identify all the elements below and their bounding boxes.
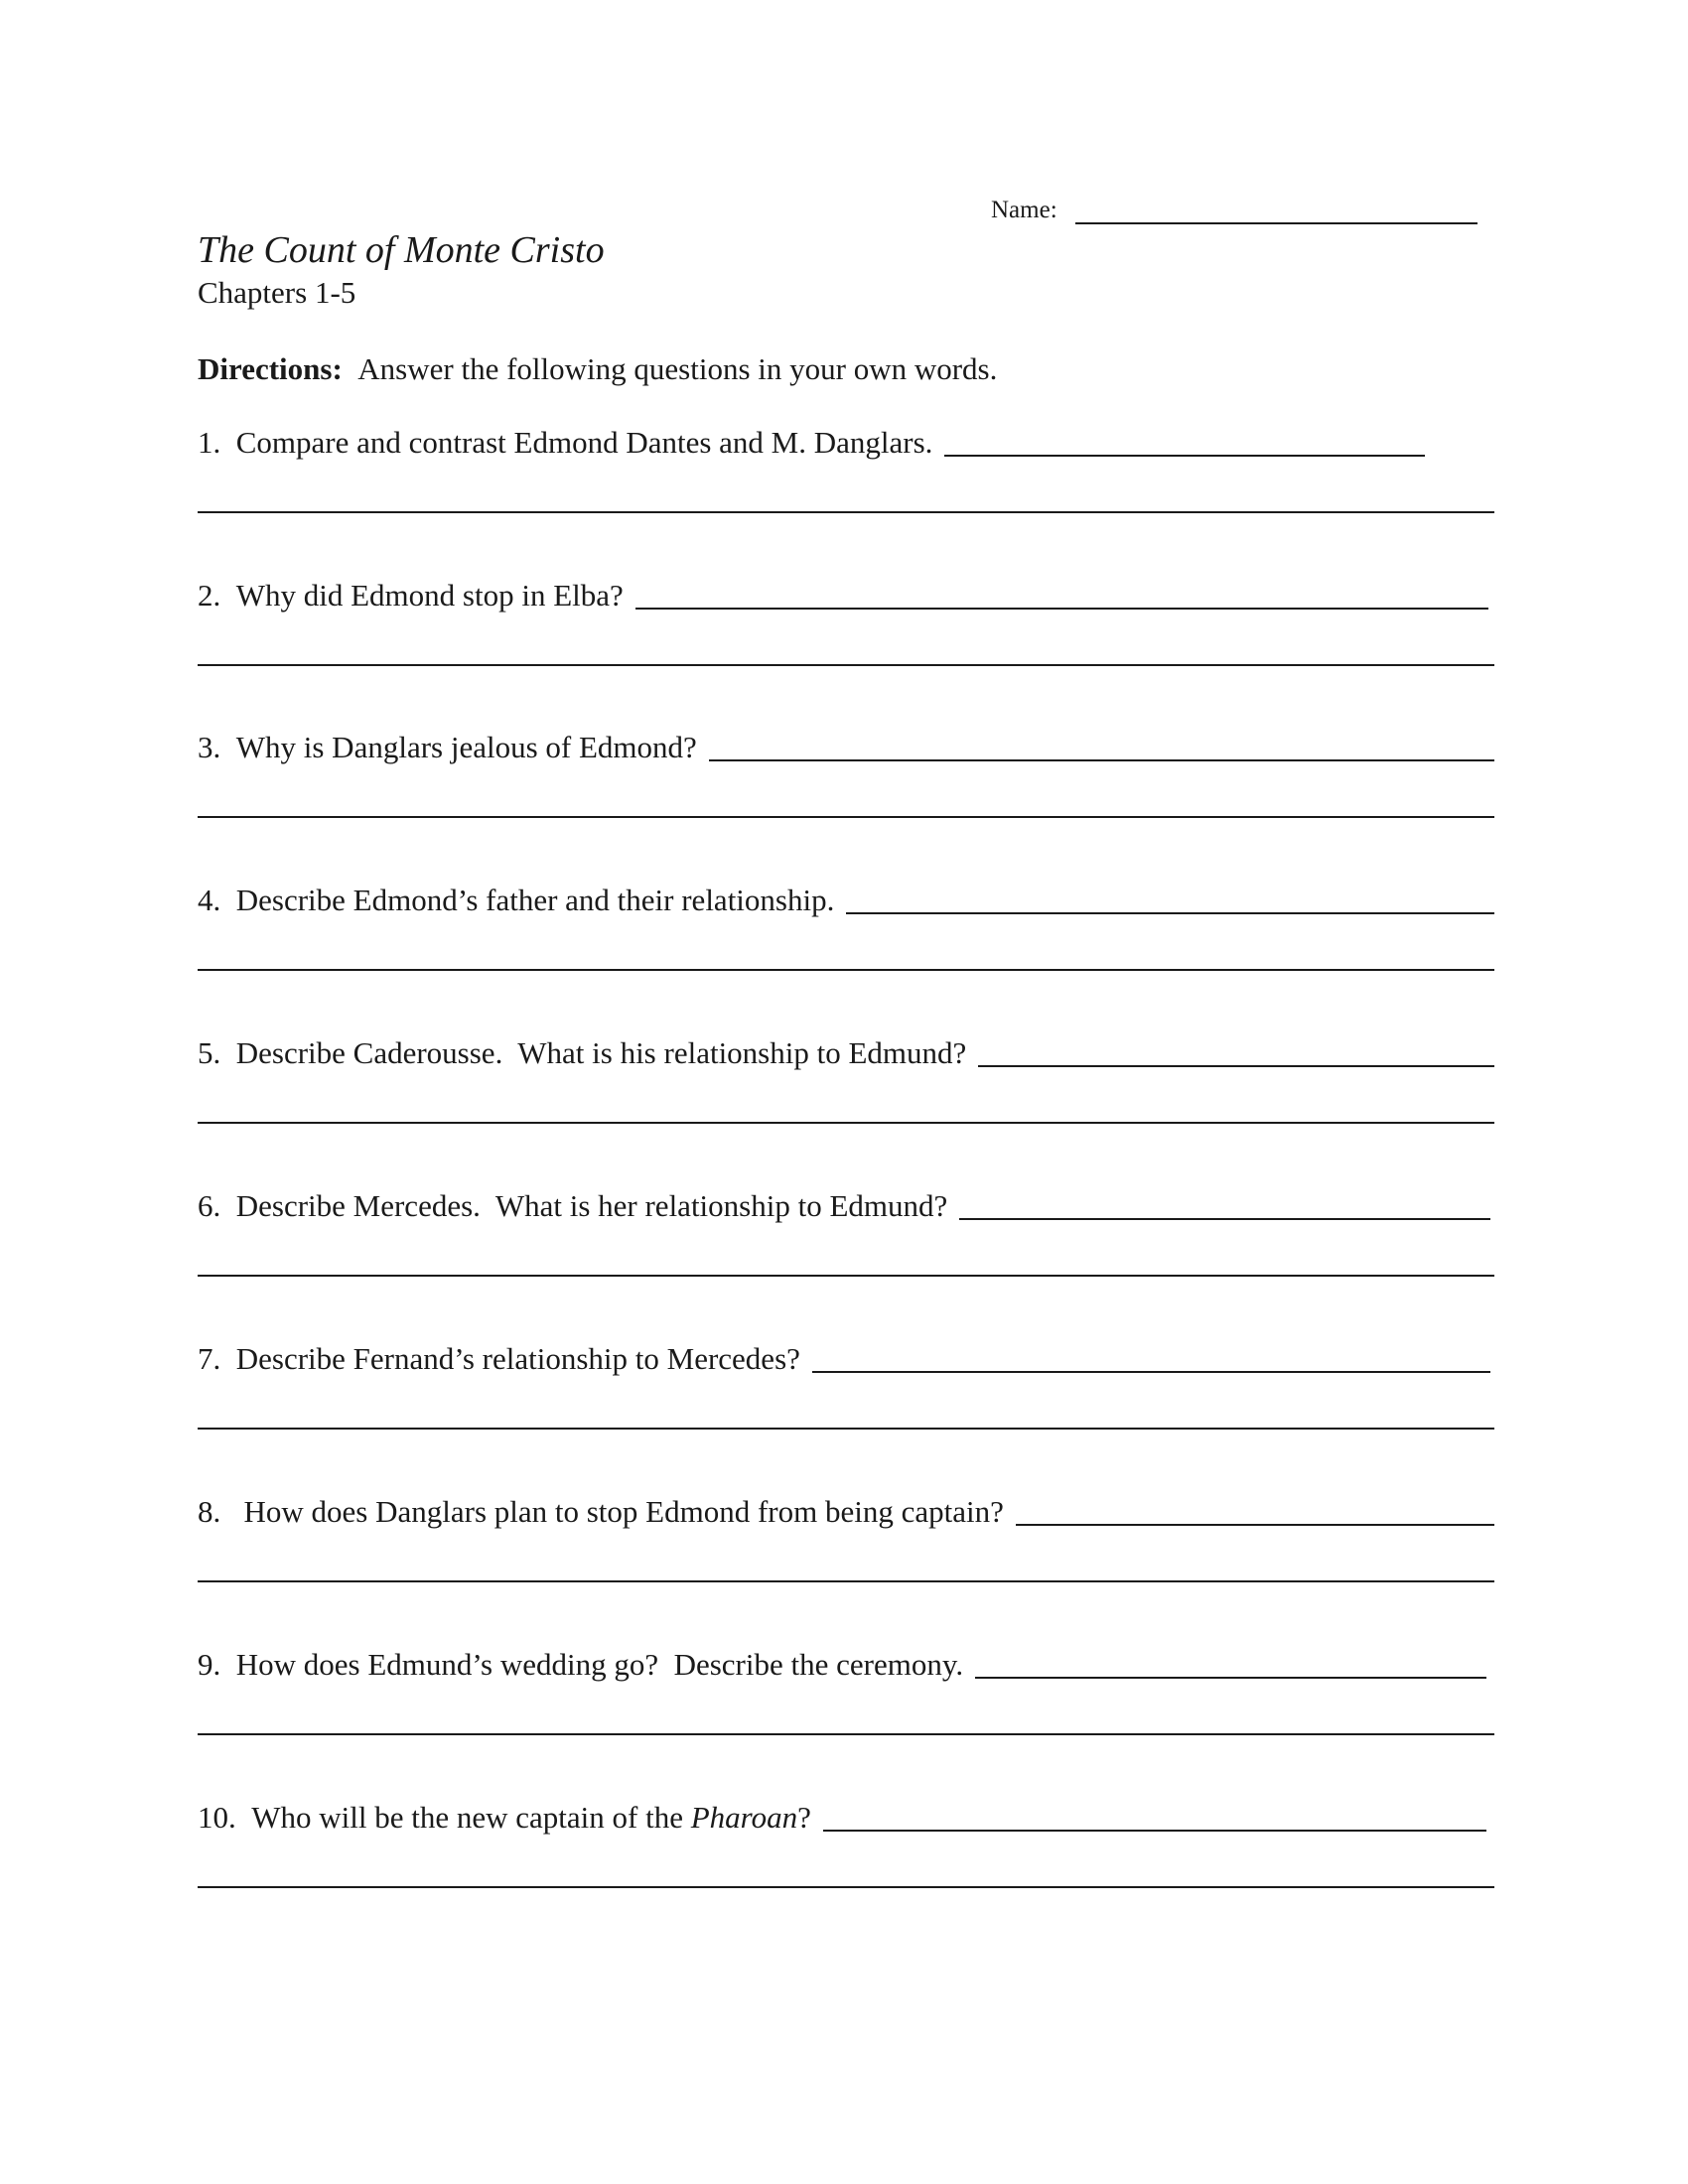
question-number: 5.: [198, 1035, 221, 1070]
worksheet-title: The Count of Monte Cristo: [198, 229, 605, 271]
answer-line[interactable]: [198, 1122, 1494, 1124]
directions-text: Answer the following questions in your own words.: [357, 351, 998, 386]
answer-blank-inline[interactable]: [975, 1675, 1486, 1679]
answer-line[interactable]: [198, 1580, 1494, 1582]
question-number: 8.: [198, 1494, 221, 1529]
question-5: [198, 1035, 1494, 1155]
answer-line[interactable]: [198, 1733, 1494, 1735]
question-3: [198, 730, 1494, 849]
question-4: [198, 883, 1494, 1002]
answer-blank-inline[interactable]: [1016, 1522, 1494, 1526]
answer-line[interactable]: [198, 1275, 1494, 1277]
question-7: [198, 1341, 1494, 1460]
answer-blank-inline[interactable]: [978, 1063, 1494, 1067]
question-text: How does Danglars plan to stop Edmond from being captain?: [235, 1494, 1004, 1529]
question-text: How does Edmund’s wedding go? Describe the ceremony.: [235, 1647, 964, 1682]
answer-line[interactable]: [198, 969, 1494, 971]
question-text-before: Who will be the new captain of the: [251, 1800, 691, 1835]
question-number: 10.: [198, 1800, 236, 1835]
question-number: 9.: [198, 1647, 221, 1682]
question-text: [251, 1800, 811, 1836]
question-text: Why is Danglars jealous of Edmond?: [235, 730, 697, 764]
answer-blank-inline[interactable]: [635, 606, 1488, 610]
answer-line[interactable]: [198, 664, 1494, 666]
question-text: Describe Edmond’s father and their relationship.: [235, 883, 835, 917]
answer-line[interactable]: [198, 1428, 1494, 1430]
question-number: 3.: [198, 730, 221, 764]
question-number: 7.: [198, 1341, 221, 1376]
question-6: [198, 1188, 1494, 1307]
worksheet-subtitle: Chapters 1-5: [198, 275, 356, 310]
question-text: Compare and contrast Edmond Dantes and M. Danglars.: [235, 425, 933, 460]
question-text-after: ?: [797, 1800, 811, 1835]
question-2: [198, 578, 1494, 697]
directions: [198, 351, 997, 387]
answer-blank-inline[interactable]: [709, 757, 1494, 761]
question-10: [198, 1800, 1494, 1919]
answer-blank-inline[interactable]: [944, 453, 1425, 457]
answer-blank-inline[interactable]: [959, 1216, 1490, 1220]
question-number: 6.: [198, 1188, 221, 1223]
answer-line[interactable]: [198, 511, 1494, 513]
name-label: Name:: [991, 197, 1057, 223]
ship-name: Pharoan: [690, 1800, 798, 1835]
answer-line[interactable]: [198, 1886, 1494, 1888]
answer-blank-inline[interactable]: [823, 1828, 1486, 1832]
question-text: Why did Edmond stop in Elba?: [235, 578, 624, 613]
question-9: [198, 1647, 1494, 1766]
question-text: Describe Caderousse. What is his relationship to Edmund?: [235, 1035, 967, 1070]
directions-label: Directions:: [198, 351, 343, 386]
answer-line[interactable]: [198, 816, 1494, 818]
question-number: 4.: [198, 883, 221, 917]
question-8: [198, 1494, 1494, 1613]
answer-blank-inline[interactable]: [812, 1369, 1490, 1373]
answer-blank-inline[interactable]: [846, 910, 1494, 914]
name-field: [991, 197, 1477, 224]
question-1: [198, 425, 1494, 544]
name-blank-line[interactable]: [1075, 197, 1477, 224]
question-text: Describe Mercedes. What is her relationship to Edmund?: [235, 1188, 948, 1223]
question-text: Describe Fernand’s relationship to Mercedes?: [235, 1341, 800, 1376]
question-number: 1.: [198, 425, 221, 460]
question-number: 2.: [198, 578, 221, 613]
